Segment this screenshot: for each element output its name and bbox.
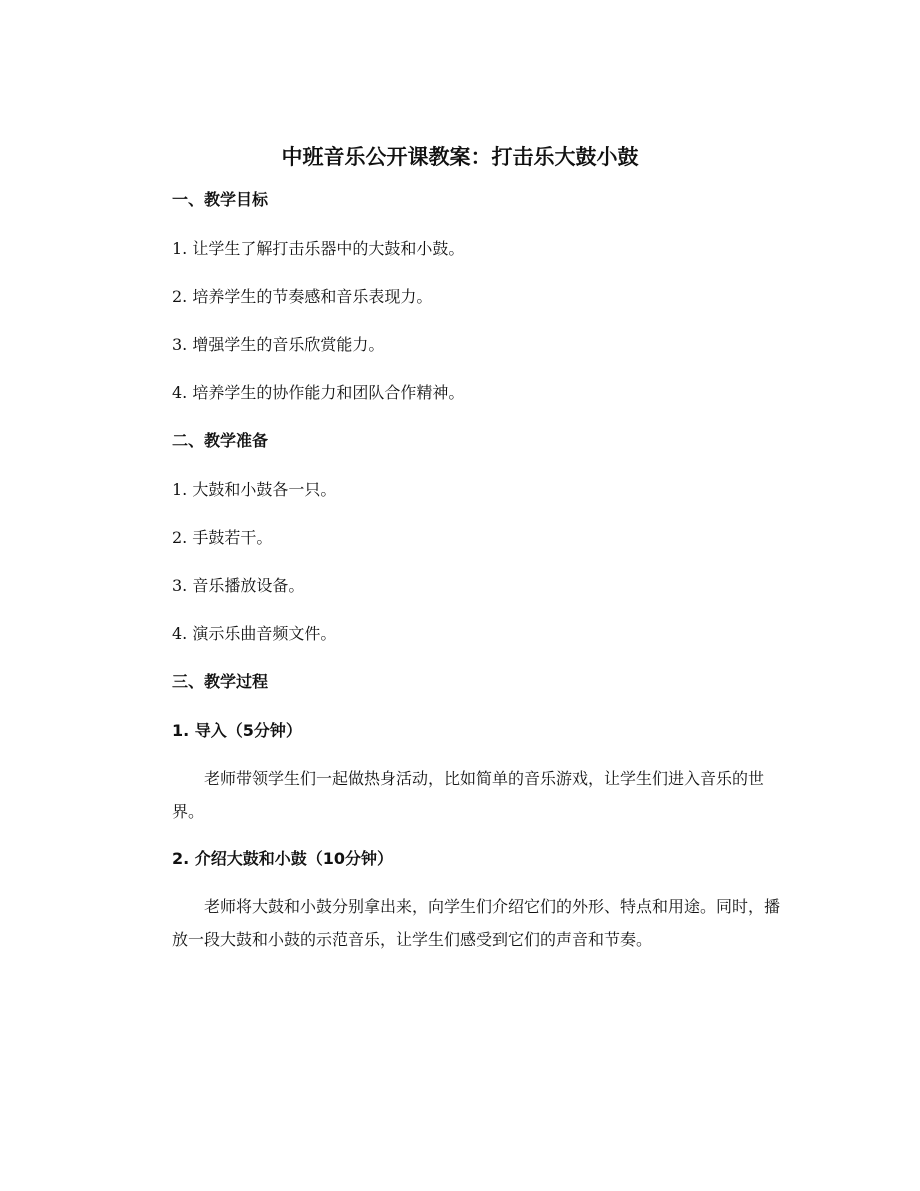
step-title-drums: 2. 介绍大鼓和小鼓（10分钟） xyxy=(172,849,394,868)
section-heading-preparation: 二、教学准备 xyxy=(172,431,269,450)
section-heading-objectives: 一、教学目标 xyxy=(172,190,269,209)
objective-item: 2. 培养学生的节奏感和音乐表现力。 xyxy=(172,287,433,306)
preparation-item: 4. 演示乐曲音频文件。 xyxy=(172,624,337,643)
step-text-drums: 老师将大鼓和小鼓分别拿出来，向学生们介绍它们的外形、特点和用途。同时，播放一段大鼓和小鼓的示范音乐，让学生们感受到它们的声音和节奏。 xyxy=(172,897,781,949)
objective-item: 3. 增强学生的音乐欣赏能力。 xyxy=(172,335,385,354)
objective-item: 1. 让学生了解打击乐器中的大鼓和小鼓。 xyxy=(172,239,465,258)
objective-item: 4. 培养学生的协作能力和团队合作精神。 xyxy=(172,383,465,402)
step-text-intro: 老师带领学生们一起做热身活动，比如简单的音乐游戏，让学生们进入音乐的世界。 xyxy=(172,769,765,821)
preparation-item: 2. 手鼓若干。 xyxy=(172,528,273,547)
document-title: 中班音乐公开课教案：打击乐大鼓小鼓 xyxy=(281,145,639,169)
preparation-item: 3. 音乐播放设备。 xyxy=(172,576,305,595)
step-title-intro: 1. 导入（5分钟） xyxy=(172,721,302,740)
section-heading-process: 三、教学过程 xyxy=(172,672,269,691)
preparation-item: 1. 大鼓和小鼓各一只。 xyxy=(172,480,337,499)
